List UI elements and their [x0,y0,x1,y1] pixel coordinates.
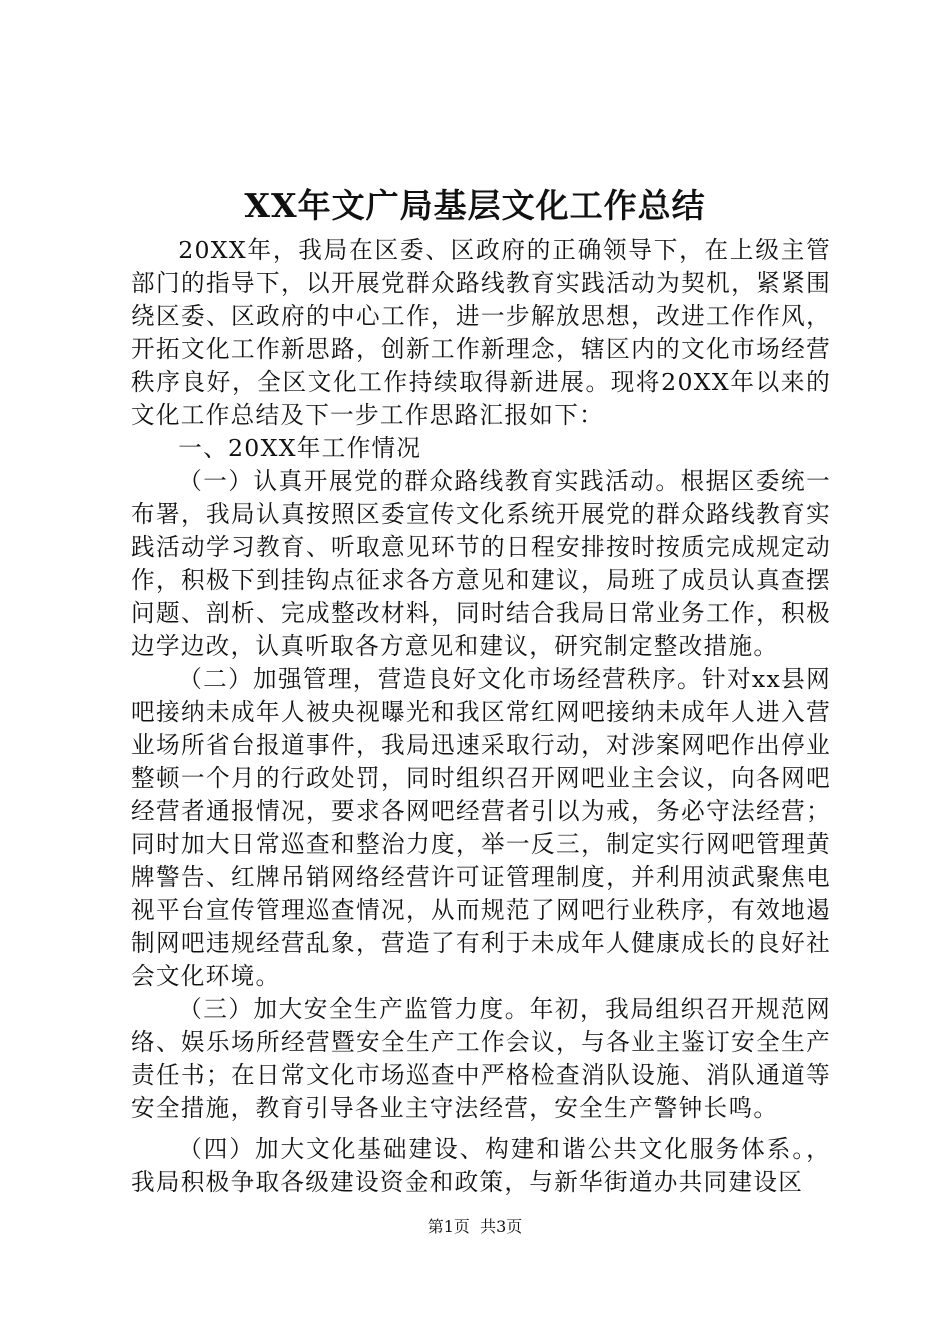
page-number-footer: 第1页 共3页 [427,1217,523,1236]
paragraph-item-2: （二）加强管理，营造良好文化市场经营秩序。针对xx县网吧接纳未成年人被央视曝光和我区常红网吧接纳未成年人进入营业场所省台报道事件，我局迅速采取行动，对涉案网吧作出停业整顿一个月的行政处罚，同时组织召开网吧业主会议，向各网吧经营者通报情况，要求各网吧经营者引以为戒，务必守法经营；同时加大日常巡查和整治力度，举一反三，制定实行网吧管理黄牌警告、红牌吊销网络经营许可证管理制度，并利用浈武聚焦电视平台宣传管理巡查情况，从而规范了网吧行业秩序，有效地遏制网吧违规经营乱象，营造了有利于未成年人健康成长的良好社会文化环境。 [131,665,831,990]
paragraph-item-4: （四）加大文化基础建设、构建和谐公共文化服务体系。，我局积极争取各级建设资金和政策，与新华街道办共同建设区 [131,1135,831,1196]
section-heading: 一、20XX年工作情况 [178,434,422,462]
document-body [131,234,831,1199]
paragraph-item-1: （一）认真开展党的群众路线教育实践活动。根据区委统一布署，我局认真按照区委宣传文化系统开展党的群众路线教育实践活动学习教育、听取意见环节的日程安排按时按质完成规定动作，积极下到挂钩点征求各方意见和建议，局班了成员认真查摆问题、剖析、完成整改材料，同时结合我局日常业务工作，积极边学边改，认真听取各方意见和建议，研究制定整改措施。 [131,467,831,660]
paragraph-item-3: （三）加大安全生产监管力度。年初，我局组织召开规范网络、娱乐场所经营暨安全生产工作会议，与各业主鉴订安全生产责任书；在日常文化市场巡查中严格检查消队设施、消队通道等安全措施，教育引导各业主守法经营，安全生产警钟长鸣。 [131,995,831,1122]
intro-paragraph: 20XX年，我局在区委、区政府的正确领导下，在上级主管部门的指导下，以开展党群众路线教育实践活动为契机，紧紧围绕区委、区政府的中心工作，进一步解放思想，改进工作作风，开拓文化工作新思路，创新工作新理念，辖区内的文化市场经营秩序良好，全区文化工作持续取得新进展。现将20XX年以来的文化工作总结及下一步工作思路汇报如下： [131,236,831,429]
document-title: XX年文广局基层文化工作总结 [244,186,706,225]
